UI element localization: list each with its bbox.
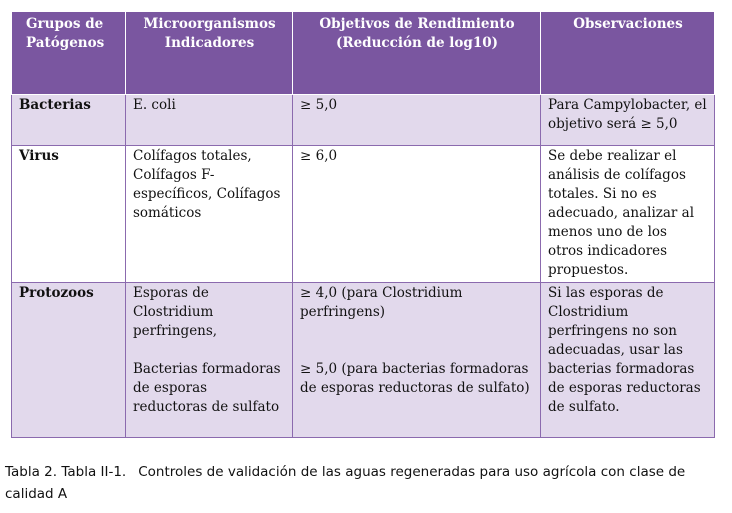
- caption-text: Controles de validación de las aguas regeneradas para uso agrícola con clase de calidad A: [5, 464, 686, 502]
- header-objetivos: Objetivos de Rendimiento (Reducción de log10): [293, 12, 541, 95]
- cell-observations: Se debe realizar el análisis de colífagos totales. Si no es adecuado, analizar al menos uno de los otros indicadores propuestos.: [541, 146, 715, 283]
- cell-group: Virus: [12, 146, 126, 283]
- cell-objectives: ≥ 6,0: [293, 146, 541, 283]
- caption-label: Tabla 2. Tabla II-1.: [5, 464, 127, 480]
- cell-indicators: Esporas de Clostridium perfringens, Bacterias formadoras de esporas reductoras de sulfato: [126, 283, 293, 438]
- table-row: [12, 146, 715, 283]
- cell-objectives: ≥ 4,0 (para Clostridium perfringens) ≥ 5,0 (para bacterias formadoras de esporas reductoras de sulfato): [293, 283, 541, 438]
- cell-group: Bacterias: [12, 95, 126, 146]
- cell-objectives: ≥ 5,0: [293, 95, 541, 146]
- cell-indicators: Colífagos totales, Colífagos F- específicos, Colífagos somáticos: [126, 146, 293, 283]
- cell-observations: Para Campylobacter, el objetivo será ≥ 5,0: [541, 95, 715, 146]
- cell-group: Protozoos: [12, 283, 126, 438]
- cell-indicators: E. coli: [126, 95, 293, 146]
- table-row: [12, 95, 715, 146]
- table-header-row: [12, 12, 715, 95]
- table-row: [12, 283, 715, 438]
- header-grupos: Grupos de Patógenos: [12, 12, 126, 95]
- cell-observations: Si las esporas de Clostridium perfringens no son adecuadas, usar las bacterias formadoras de esporas reductoras de sulfato.: [541, 283, 715, 438]
- header-observaciones: Observaciones: [541, 12, 715, 95]
- validation-table: [11, 11, 715, 438]
- header-microorganismos: Microorganismos Indicadores: [126, 12, 293, 95]
- table-caption: [5, 461, 730, 505]
